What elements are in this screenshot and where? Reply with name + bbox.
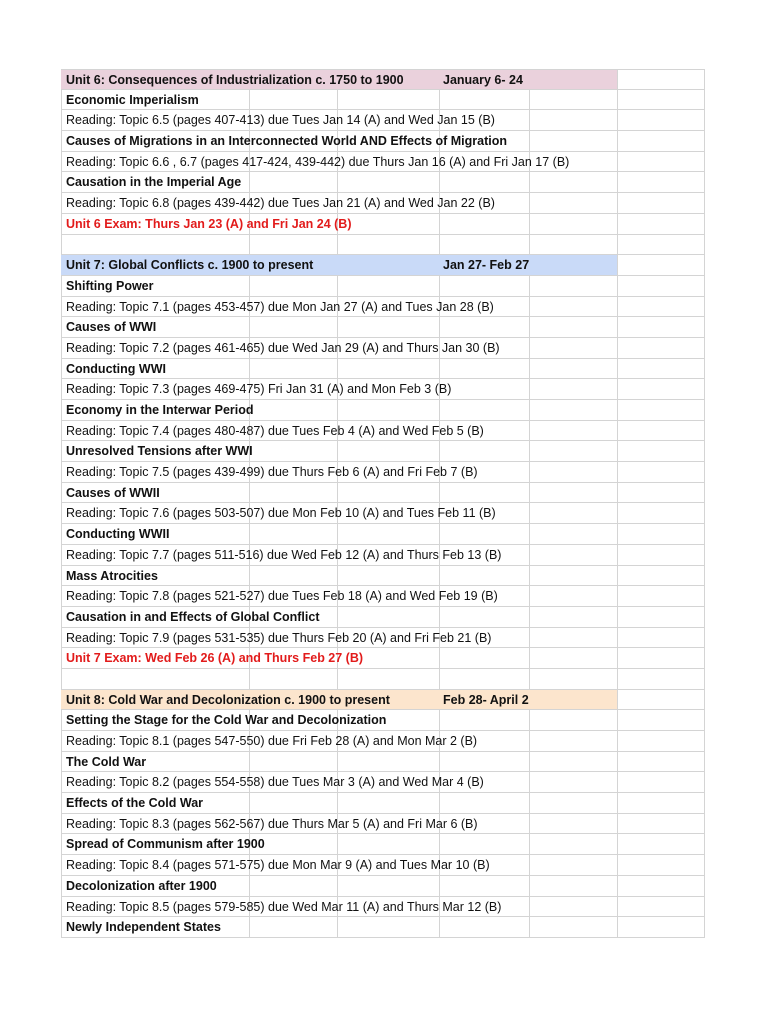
- grid-cell[interactable]: [439, 379, 529, 399]
- unit-title: Unit 8: Cold War and Decolonization c. 1900 to present: [66, 692, 390, 707]
- grid-cell[interactable]: [439, 90, 529, 110]
- reading-text: Reading: Topic 8.4 (pages 571-575) due Mon Mar 9 (A) and Tues Mar 10 (B): [66, 858, 490, 873]
- grid-cell[interactable]: [529, 90, 617, 110]
- grid-cell[interactable]: [617, 110, 705, 130]
- grid-cell[interactable]: [337, 400, 439, 420]
- grid-cell[interactable]: [439, 483, 529, 503]
- grid-cell[interactable]: [337, 524, 439, 544]
- reading-row: [61, 462, 705, 483]
- grid-cell[interactable]: [529, 710, 617, 730]
- grid-cell[interactable]: [439, 793, 529, 813]
- topic-row: [61, 607, 705, 628]
- grid-cell[interactable]: [249, 524, 337, 544]
- grid-cell[interactable]: [617, 379, 705, 399]
- grid-cell[interactable]: [529, 628, 617, 648]
- grid-cell[interactable]: [529, 524, 617, 544]
- grid-cell[interactable]: [617, 235, 705, 255]
- reading-text: Reading: Topic 7.5 (pages 439-499) due Thurs Feb 6 (A) and Fri Feb 7 (B): [66, 465, 478, 480]
- grid-cell[interactable]: [439, 607, 529, 627]
- grid-cell[interactable]: [617, 462, 705, 482]
- grid-cell[interactable]: [529, 441, 617, 461]
- grid-cell[interactable]: [337, 359, 439, 379]
- grid-cell[interactable]: [529, 131, 617, 151]
- reading-text: Reading: Topic 6.6 , 6.7 (pages 417-424, 439-442) due Thurs Jan 16 (A) and Fri Jan 17 (B): [66, 154, 570, 169]
- grid-cell[interactable]: [617, 648, 705, 668]
- topic-title: Causes of Migrations in an Interconnected World AND Effects of Migration: [66, 134, 508, 149]
- grid-cell[interactable]: [529, 483, 617, 503]
- unit-title: Unit 6: Consequences of Industrialization c. 1750 to 1900: [66, 73, 404, 87]
- grid-cell[interactable]: [529, 214, 617, 234]
- reading-row: [61, 545, 705, 566]
- grid-cell[interactable]: [529, 876, 617, 896]
- grid-cell[interactable]: [617, 359, 705, 379]
- grid-cell[interactable]: [249, 359, 337, 379]
- grid-cell[interactable]: [529, 855, 617, 875]
- grid-cell[interactable]: [439, 710, 529, 730]
- topic-title: Causes of WWI: [66, 320, 157, 335]
- topic-title: Spread of Communism after 1900: [66, 837, 265, 852]
- unit-header-row: [61, 255, 705, 276]
- reading-row: [61, 379, 705, 400]
- grid-cell[interactable]: [529, 897, 617, 917]
- grid-cell[interactable]: [617, 897, 705, 917]
- grid-cell[interactable]: [439, 317, 529, 337]
- grid-cell[interactable]: [337, 566, 439, 586]
- grid-cell[interactable]: [249, 876, 337, 896]
- reading-text: Reading: Topic 7.3 (pages 469-475) Fri Jan 31 (A) and Mon Feb 3 (B): [66, 382, 452, 397]
- grid-cell[interactable]: [337, 317, 439, 337]
- grid-cell[interactable]: [529, 235, 617, 255]
- grid-cell[interactable]: [439, 172, 529, 192]
- unit-header-row: [61, 69, 705, 90]
- grid-cell[interactable]: [249, 172, 337, 192]
- grid-cell[interactable]: [617, 669, 705, 689]
- grid-cell[interactable]: [529, 503, 617, 523]
- grid-cell[interactable]: [529, 359, 617, 379]
- grid-cell[interactable]: [439, 834, 529, 854]
- topic-title: Economic Imperialism: [66, 92, 199, 107]
- reading-row: [61, 855, 705, 876]
- grid-cell[interactable]: [617, 152, 705, 172]
- topic-row: [61, 876, 705, 897]
- reading-text: Reading: Topic 7.4 (pages 480-487) due Tues Feb 4 (A) and Wed Feb 5 (B): [66, 423, 484, 438]
- grid-cell[interactable]: [337, 752, 439, 772]
- grid-cell[interactable]: [439, 524, 529, 544]
- unit-dates: January 6- 24: [443, 73, 523, 87]
- grid-cell[interactable]: [529, 276, 617, 296]
- grid-cell[interactable]: [617, 421, 705, 441]
- reading-text: Reading: Topic 8.5 (pages 579-585) due Wed Mar 11 (A) and Thurs Mar 12 (B): [66, 899, 502, 914]
- topic-title: The Cold War: [66, 754, 147, 769]
- grid-cell[interactable]: [617, 731, 705, 751]
- reading-row: [61, 152, 705, 173]
- unit-title: Unit 7: Global Conflicts c. 1900 to present: [66, 258, 314, 273]
- reading-text: Reading: Topic 7.8 (pages 521-527) due Tues Feb 18 (A) and Wed Feb 19 (B): [66, 589, 498, 604]
- grid-cell[interactable]: [529, 793, 617, 813]
- topic-row: [61, 917, 705, 938]
- topic-row: [61, 524, 705, 545]
- topic-title: Economy in the Interwar Period: [66, 403, 254, 417]
- unit-dates: Jan 27- Feb 27: [443, 258, 530, 273]
- grid-cell[interactable]: [617, 483, 705, 503]
- reading-text: Reading: Topic 6.8 (pages 439-442) due Tues Jan 21 (A) and Wed Jan 22 (B): [66, 196, 495, 211]
- grid-cell[interactable]: [529, 193, 617, 213]
- topic-row: [61, 566, 705, 587]
- topic-title: Mass Atrocities: [66, 568, 158, 583]
- grid-cell[interactable]: [617, 855, 705, 875]
- grid-cell[interactable]: [439, 917, 529, 937]
- grid-cell[interactable]: [529, 648, 617, 668]
- reading-text: Reading: Topic 7.9 (pages 531-535) due Thurs Feb 20 (A) and Fri Feb 21 (B): [66, 630, 492, 645]
- grid-cell[interactable]: [337, 607, 439, 627]
- grid-cell[interactable]: [617, 255, 705, 275]
- grid-cell[interactable]: [337, 917, 439, 937]
- topic-row: [61, 793, 705, 814]
- unit-header-row: [61, 690, 705, 711]
- grid-cell[interactable]: [337, 483, 439, 503]
- reading-text: Reading: Topic 7.6 (pages 503-507) due Mon Feb 10 (A) and Tues Feb 11 (B): [66, 506, 496, 521]
- grid-cell[interactable]: [617, 814, 705, 834]
- grid-cell[interactable]: [529, 297, 617, 317]
- reading-text: Reading: Topic 8.3 (pages 562-567) due Thurs Mar 5 (A) and Fri Mar 6 (B): [66, 816, 478, 831]
- grid-cell[interactable]: [617, 917, 705, 937]
- exam-row: [61, 214, 705, 235]
- grid-cell[interactable]: [617, 752, 705, 772]
- exam-row: [61, 648, 705, 669]
- grid-cell[interactable]: [529, 752, 617, 772]
- grid-cell[interactable]: [249, 752, 337, 772]
- grid-cell[interactable]: [439, 441, 529, 461]
- topic-row: [61, 359, 705, 380]
- grid-cell[interactable]: [529, 545, 617, 565]
- topic-title: Newly Independent States: [66, 920, 221, 935]
- grid-cell[interactable]: [337, 172, 439, 192]
- grid-cell[interactable]: [249, 566, 337, 586]
- topic-row: [61, 483, 705, 504]
- grid-cell[interactable]: [439, 566, 529, 586]
- grid-cell[interactable]: [337, 441, 439, 461]
- grid-cell[interactable]: [249, 317, 337, 337]
- grid-cell[interactable]: [337, 235, 439, 255]
- grid-cell[interactable]: [529, 110, 617, 130]
- grid-cell[interactable]: [529, 462, 617, 482]
- blank-row: [61, 235, 705, 256]
- topic-title: Decolonization after 1900: [66, 878, 217, 893]
- grid-cell[interactable]: [249, 917, 337, 937]
- grid-cell[interactable]: [529, 772, 617, 792]
- grid-cell[interactable]: [529, 814, 617, 834]
- grid-cell[interactable]: [617, 710, 705, 730]
- grid-cell[interactable]: [617, 607, 705, 627]
- grid-cell[interactable]: [617, 276, 705, 296]
- topic-title: Setting the Stage for the Cold War and Decolonization: [66, 713, 387, 728]
- exam-text: Unit 6 Exam: Thurs Jan 23 (A) and Fri Jan 24 (B): [66, 216, 352, 231]
- grid-cell[interactable]: [617, 214, 705, 234]
- grid-cell[interactable]: [439, 359, 529, 379]
- grid-cell[interactable]: [337, 793, 439, 813]
- grid-cell[interactable]: [617, 772, 705, 792]
- topic-row: [61, 317, 705, 338]
- reading-row: [61, 421, 705, 442]
- grid-cell[interactable]: [337, 669, 439, 689]
- reading-text: Reading: Topic 6.5 (pages 407-413) due Tues Jan 14 (A) and Wed Jan 15 (B): [66, 113, 495, 128]
- grid-cell[interactable]: [529, 586, 617, 606]
- topic-row: [61, 400, 705, 421]
- grid-cell[interactable]: [617, 690, 705, 710]
- topic-row: [61, 752, 705, 773]
- grid-cell[interactable]: [529, 566, 617, 586]
- grid-cell[interactable]: [61, 669, 249, 689]
- exam-text: Unit 7 Exam: Wed Feb 26 (A) and Thurs Feb 27 (B): [66, 651, 364, 666]
- grid-cell[interactable]: [617, 628, 705, 648]
- grid-cell[interactable]: [529, 379, 617, 399]
- topic-row: [61, 131, 705, 152]
- grid-cell[interactable]: [249, 400, 337, 420]
- grid-cell[interactable]: [439, 400, 529, 420]
- grid-cell[interactable]: [249, 669, 337, 689]
- topic-row: [61, 172, 705, 193]
- grid-cell[interactable]: [617, 338, 705, 358]
- grid-cell[interactable]: [617, 876, 705, 896]
- reading-row: [61, 731, 705, 752]
- reading-text: Reading: Topic 7.7 (pages 511-516) due Wed Feb 12 (A) and Thurs Feb 13 (B): [66, 547, 502, 562]
- grid-cell[interactable]: [529, 400, 617, 420]
- grid-cell[interactable]: [617, 400, 705, 420]
- reading-text: Reading: Topic 7.1 (pages 453-457) due Mon Jan 27 (A) and Tues Jan 28 (B): [66, 299, 494, 314]
- topic-row: [61, 276, 705, 297]
- reading-text: Reading: Topic 8.1 (pages 547-550) due Fri Feb 28 (A) and Mon Mar 2 (B): [66, 734, 478, 748]
- topic-title: Effects of the Cold War: [66, 796, 204, 811]
- topic-title: Conducting WWII: [66, 527, 170, 542]
- grid-cell[interactable]: [529, 607, 617, 627]
- grid-cell[interactable]: [529, 834, 617, 854]
- grid-cell[interactable]: [439, 276, 529, 296]
- reading-row: [61, 503, 705, 524]
- topic-title: Conducting WWI: [66, 361, 166, 376]
- grid-cell[interactable]: [617, 503, 705, 523]
- grid-cell[interactable]: [439, 648, 529, 668]
- grid-cell[interactable]: [249, 483, 337, 503]
- reading-row: [61, 110, 705, 131]
- grid-cell[interactable]: [617, 586, 705, 606]
- reading-row: [61, 297, 705, 318]
- grid-cell[interactable]: [249, 90, 337, 110]
- grid-cell[interactable]: [337, 876, 439, 896]
- grid-cell[interactable]: [617, 793, 705, 813]
- topic-row: [61, 441, 705, 462]
- grid-cell[interactable]: [617, 317, 705, 337]
- grid-cell[interactable]: [617, 172, 705, 192]
- reading-row: [61, 628, 705, 649]
- grid-cell[interactable]: [439, 214, 529, 234]
- reading-row: [61, 586, 705, 607]
- grid-cell[interactable]: [249, 276, 337, 296]
- grid-cell[interactable]: [249, 441, 337, 461]
- topic-title: Unresolved Tensions after WWI: [66, 444, 253, 459]
- topic-title: Causation in and Effects of Global Conflict: [66, 609, 320, 624]
- grid-cell[interactable]: [617, 524, 705, 544]
- reading-row: [61, 338, 705, 359]
- reading-row: [61, 772, 705, 793]
- grid-cell[interactable]: [617, 545, 705, 565]
- grid-cell[interactable]: [337, 90, 439, 110]
- reading-text: Reading: Topic 7.2 (pages 461-465) due Wed Jan 29 (A) and Thurs Jan 30 (B): [66, 340, 500, 355]
- reading-row: [61, 814, 705, 835]
- grid-cell[interactable]: [617, 297, 705, 317]
- topic-row: [61, 834, 705, 855]
- grid-cell[interactable]: [439, 669, 529, 689]
- grid-cell[interactable]: [61, 235, 249, 255]
- topic-row: [61, 90, 705, 111]
- grid-cell[interactable]: [529, 317, 617, 337]
- grid-cell[interactable]: [529, 917, 617, 937]
- grid-cell[interactable]: [439, 876, 529, 896]
- grid-cell[interactable]: [617, 70, 705, 89]
- grid-cell[interactable]: [617, 131, 705, 151]
- grid-cell[interactable]: [529, 421, 617, 441]
- topic-title: Causation in the Imperial Age: [66, 175, 242, 190]
- blank-row: [61, 669, 705, 690]
- grid-cell[interactable]: [249, 235, 337, 255]
- reading-row: [61, 897, 705, 918]
- grid-cell[interactable]: [337, 834, 439, 854]
- grid-cell[interactable]: [617, 441, 705, 461]
- reading-row: [61, 193, 705, 214]
- grid-cell[interactable]: [337, 276, 439, 296]
- grid-cell[interactable]: [529, 669, 617, 689]
- grid-cell[interactable]: [337, 214, 439, 234]
- topic-row: [61, 710, 705, 731]
- topic-title: Shifting Power: [66, 278, 154, 293]
- grid-cell[interactable]: [439, 235, 529, 255]
- unit-dates: Feb 28- April 2: [443, 692, 529, 707]
- topic-title: Causes of WWII: [66, 485, 160, 500]
- grid-cell[interactable]: [529, 731, 617, 751]
- grid-cell[interactable]: [529, 172, 617, 192]
- grid-cell[interactable]: [249, 793, 337, 813]
- grid-cell[interactable]: [529, 338, 617, 358]
- grid-cell[interactable]: [617, 193, 705, 213]
- grid-cell[interactable]: [617, 566, 705, 586]
- schedule-spreadsheet: [61, 69, 705, 938]
- grid-cell[interactable]: [617, 834, 705, 854]
- grid-cell[interactable]: [439, 752, 529, 772]
- reading-text: Reading: Topic 8.2 (pages 554-558) due Tues Mar 3 (A) and Wed Mar 4 (B): [66, 775, 484, 790]
- grid-cell[interactable]: [617, 90, 705, 110]
